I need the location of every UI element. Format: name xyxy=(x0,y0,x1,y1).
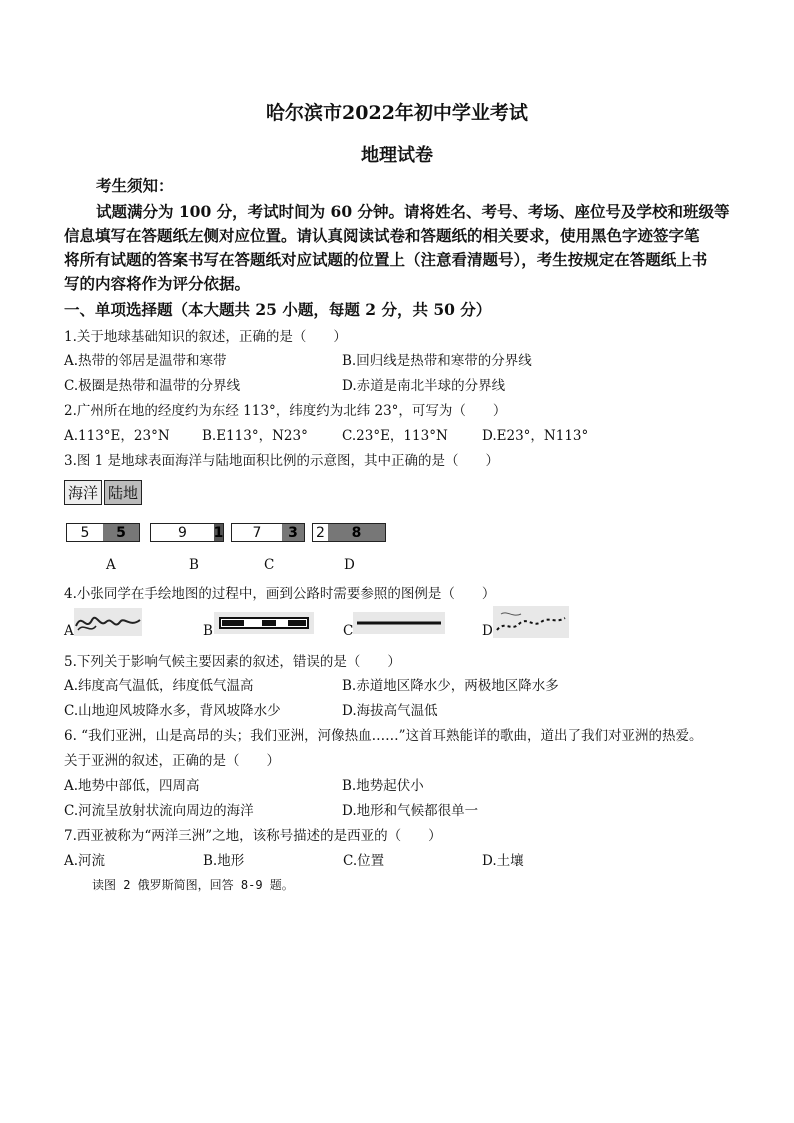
q2-option-a: A.113°E，23°N xyxy=(64,428,170,444)
q4-stem: 4.小张同学在手绘地图的过程中，画到公路时需要参照的图例是（ ） xyxy=(64,586,496,602)
q7-option-c: C.位置 xyxy=(343,853,385,869)
q5-option-b: B.赤道地区降水少，两极地区降水多 xyxy=(342,678,559,694)
q2-option-c: C.23°E，113°N xyxy=(342,428,448,444)
bar-b-land: 1 xyxy=(213,524,224,541)
notice-line-2: 信息填写在答题纸左侧对应位置。请认真阅读试卷和答题纸的相关要求，使用黑色字迹签字笔 xyxy=(64,226,700,245)
railway-symbol-icon xyxy=(214,612,314,634)
section-heading: 一、单项选择题（本大题共 25 小题，每题 2 分，共 50 分） xyxy=(64,300,492,319)
notice-line-1: 试题满分为 100 分，考试时间为 60 分钟。请将姓名、考号、考场、座位号及学校和班级等 xyxy=(96,202,730,221)
q5-option-d: D.海拔高气温低 xyxy=(342,703,438,719)
q1-stem: 1.关于地球基础知识的叙述，正确的是（ ） xyxy=(64,329,347,345)
bar-c-ocean: 7 xyxy=(232,524,282,541)
reading-note: 读图 2 俄罗斯简图，回答 8-9 题。 xyxy=(92,878,294,892)
q4-label-d: D xyxy=(482,623,493,639)
q7-option-b: B.地形 xyxy=(203,853,245,869)
road-symbol-icon xyxy=(353,612,445,634)
exam-subtitle: 地理试卷 xyxy=(361,145,433,166)
dashed-river-symbol-icon xyxy=(493,606,569,638)
bar-d-land: 8 xyxy=(328,524,385,541)
q6-option-a: A.地势中部低，四周高 xyxy=(64,778,200,794)
bar-b-ocean: 9 xyxy=(151,524,214,541)
q4-label-b: B xyxy=(203,623,213,639)
q3-bar-d xyxy=(312,523,386,542)
legend-land: 陆地 xyxy=(104,480,142,505)
q7-option-a: A.河流 xyxy=(64,853,106,869)
q3-bar-b xyxy=(150,523,224,542)
wavy-river-symbol-icon xyxy=(74,608,142,636)
q6-option-d: D.地形和气候都很单一 xyxy=(342,803,479,819)
q1-option-b: B.回归线是热带和寒带的分界线 xyxy=(342,353,532,369)
q2-stem: 2.广州所在地的经度约为东经 113°，纬度约为北纬 23°，可写为（ ） xyxy=(64,403,507,419)
q3-bar-a xyxy=(66,523,140,542)
q5-option-a: A.纬度高气温低，纬度低气温高 xyxy=(64,678,254,694)
q1-option-d: D.赤道是南北半球的分界线 xyxy=(342,378,506,394)
q2-option-b: B.E113°，N23° xyxy=(202,428,308,444)
q6-stem-line-1: 6. “我们亚洲，山是高昂的头；我们亚洲，河像热血……”这首耳熟能详的歌曲，道出了我们对亚洲的热爱。 xyxy=(64,728,703,744)
q3-legend xyxy=(64,480,142,505)
q6-option-c: C.河流呈放射状流向周边的海洋 xyxy=(64,803,254,819)
q3-label-a: A xyxy=(106,557,116,573)
exam-title: 哈尔滨市2022年初中学业考试 xyxy=(266,102,528,124)
notice-line-3: 将所有试题的答案书写在答题纸对应试题的位置上（注意看清题号），考生按规定在答题纸上书 xyxy=(64,250,708,269)
q1-option-a: A.热带的邻居是温带和寒带 xyxy=(64,353,227,369)
q5-stem: 5.下列关于影响气候主要因素的叙述，错误的是（ ） xyxy=(64,654,401,670)
q5-option-c: C.山地迎风坡降水多，背风坡降水少 xyxy=(64,703,281,719)
notice-line-4: 写的内容将作为评分依据。 xyxy=(64,274,251,293)
bar-c-land: 3 xyxy=(282,524,304,541)
notice-heading: 考生须知： xyxy=(96,176,174,195)
q7-option-d: D.土壤 xyxy=(482,853,524,869)
q3-label-c: C xyxy=(264,557,275,573)
q3-label-d: D xyxy=(344,557,355,573)
q4-label-a: A xyxy=(64,623,74,639)
q6-stem-line-2: 关于亚洲的叙述，正确的是（ ） xyxy=(64,753,280,769)
bar-d-ocean: 2 xyxy=(313,524,328,541)
q7-stem: 7.西亚被称为“两洋三洲”之地，该称号描述的是西亚的（ ） xyxy=(64,828,442,844)
legend-ocean: 海洋 xyxy=(64,480,102,505)
q2-option-d: D.E23°，N113° xyxy=(482,428,589,444)
q1-option-c: C.极圈是热带和温带的分界线 xyxy=(64,378,241,394)
q6-option-b: B.地势起伏小 xyxy=(342,778,424,794)
q4-label-c: C xyxy=(343,623,354,639)
q3-bar-c xyxy=(231,523,305,542)
bar-a-land: 5 xyxy=(103,524,139,541)
bar-a-ocean: 5 xyxy=(67,524,103,541)
q3-label-b: B xyxy=(189,557,199,573)
q3-stem: 3.图 1 是地球表面海洋与陆地面积比例的示意图，其中正确的是（ ） xyxy=(64,453,500,469)
